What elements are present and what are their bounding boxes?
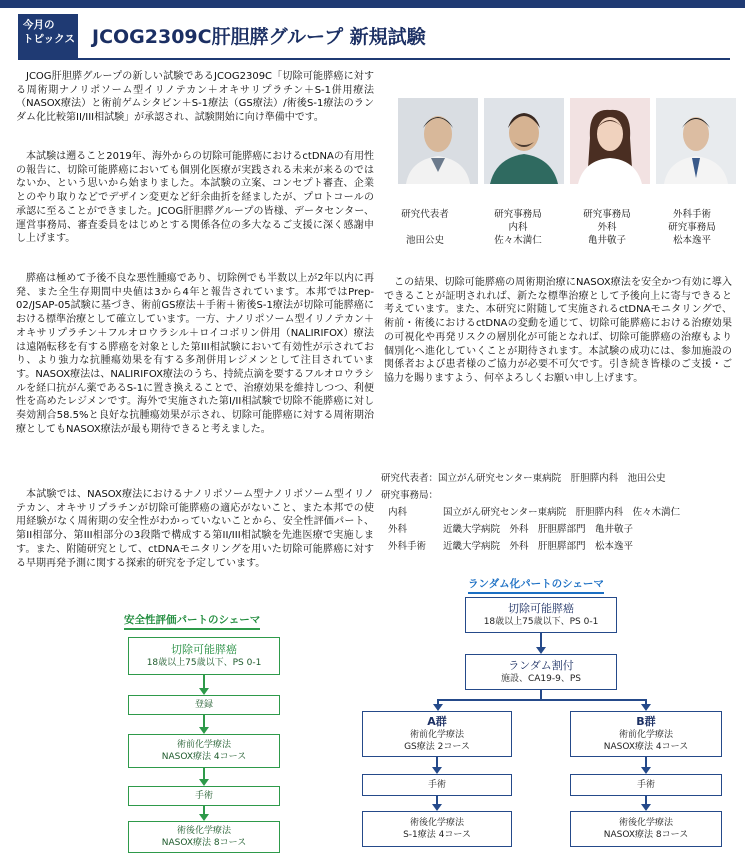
random-arrow-b [641,704,651,711]
arm-a-box-preop [362,711,512,757]
paragraph-3: 膵癌は極めて予後不良な悪性腫瘍であり、切除例でも半数以上が2年以内に再発、また全生存期間中央値は3から4年と報告されています。本邦ではPrep-02/JSAP-05試験に基づき、術前GS療法＋手術＋術後S-1療法が切除可能膵癌における標準治療として確立しています。一方、ナノリポソーム型イリノテカン＋オキサリプラチン＋フルオロウラシル＋ロイコボリン併用（NALIRIFOX）療法は遠隔転移を有する膵癌を対象とした第III相試験において有効性が示されており、より強力な抗腫瘍効果を有する多剤併用レジメンとして注目されています。NASOX療法は、NALIRIFOX療法のうち、持続点滴を要するフルオロウラシルを経口抗がん薬であるS-1に置き換えることで、治療効果を維持しつつ、利便性を高めたレジメンです。海外で実施された第I/II相試験で切除不能膵癌に対し奏効割合58.5%と良好な抗腫瘍効果が示され、切除可能膵癌に対する周術期治療としてもNASOX療法が最も期待できると考えました。 [16,273,374,435]
random-patient-main: 切除可能膵癌 [508,602,574,615]
arm-a-postop-l1: 術後化学療法 [409,818,464,828]
office-dept: 外科 [388,524,408,535]
arm-b-arrow-1 [641,767,651,774]
safety-postop-l2: NASOX療法 8コース [161,838,247,848]
arm-a-preop-l2: GS療法 2コース [404,742,470,752]
safety-preop-l1: 術前化学療法 [176,740,231,750]
badge-line1: 今月の [23,19,55,31]
study-info [381,472,680,554]
random-box-allocation [465,654,617,690]
caption-name: 佐々木満仁 [494,235,542,246]
random-allocation-sub: 施設、CA19-9、PS [500,674,581,684]
caption-role: 研究事務局 [494,209,542,220]
safety-surgery-label: 手術 [194,791,213,801]
safety-register-label: 登録 [194,700,213,710]
caption-sub: 研究事務局 [668,222,716,233]
office-value: 国立がん研究センター東病院 肝胆膵内科 佐々木満仁 [443,507,681,518]
caption-role: 研究代表者 [401,209,449,220]
badge-line2: トピックス [23,33,75,45]
caption-sub [385,221,465,234]
arm-a-preop-l1: 術前化学療法 [409,730,464,740]
safety-preop-l2: NASOX療法 4コース [161,752,247,762]
rep-label: 研究代表者： [381,473,439,484]
random-schema-title: ランダム化パートのシェーマ [468,576,604,594]
caption-name: 松本逸平 [672,235,711,246]
safety-box-preop [128,734,280,768]
arm-b-postop-l2: NASOX療法 8コース [603,830,689,840]
safety-arrow-4 [199,814,209,821]
safety-postop-l1: 術後化学療法 [176,826,231,836]
title-rule [18,58,730,60]
paragraph-5: この結果、切除可能膵癌の周術期治療にNASOX療法を安全かつ有効に導入できることが証明されれば、新たな標準治療として予後向上に寄与できると考えています。また、本研究に附随して実施されるctDNAモニタリングで、術前・術後におけるctDNAの変動を通じて、切除可能膵癌における治療効果の可視化や再発リスクの層別化が可能となれば、切除可能膵癌の治療もより個別化へ進化していくことが期待されます。本試験の成功には、参加施設の関係者および患者様のご協力が必要不可欠です。引き続き皆様のご支援・ご協力を賜りますよう、何卒よろしくお願い申し上げます。 [384,277,732,384]
office-row [381,506,680,520]
arm-b-box-surgery [570,774,722,796]
office-value: 近畿大学病院 外科 肝胆膵部門 亀井敬子 [443,524,634,535]
arm-b-preop-l1: 術前化学療法 [618,730,673,740]
caption-matsumoto [652,208,732,247]
arm-b-box-postop [570,811,722,847]
caption-sub: 内科 [508,222,528,233]
caption-sub: 外科 [597,222,617,233]
arm-b-surgery: 手術 [636,780,655,790]
arm-a-postop-l2: S-1療法 4コース [403,830,471,840]
arm-b-postop-l1: 術後化学療法 [618,818,673,828]
office-dept: 内科 [388,507,408,518]
arm-a-arrow-1 [432,767,442,774]
safety-schema-title: 安全性評価パートのシェーマ [124,612,260,630]
safety-box-postop [128,821,280,853]
office-row [381,540,680,554]
photo-kamei [570,98,650,184]
arm-a-box-postop [362,811,512,847]
random-line-horizontal [437,699,647,701]
random-arrow-a [433,704,443,711]
top-bar [0,0,745,8]
photo-sasaki [484,98,564,184]
caption-role: 外科手術 [672,209,711,220]
caption-role: 研究事務局 [583,209,631,220]
caption-kamei [567,208,647,247]
office-row [381,523,680,537]
caption-name: 亀井敬子 [587,235,626,246]
caption-sasaki [478,208,558,247]
safety-patient-sub: 18歳以上75歳以下、PS 0-1 [146,658,262,668]
safety-arrow-2 [199,727,209,734]
paragraph-1: JCOG肝胆膵グループの新しい試験であるJCOG2309C「切除可能膵癌に対する周術期ナノリポソーム型イリノテカン＋オキサリプラチン＋S-1併用療法（NASOX療法）と術前ゲムシタビン＋S-1療法（GS療法）/術後S-1療法のランダム化比較第II/III相試験」が承認され、試験開始に向け準備中です。 [16,71,375,124]
rep-line [381,472,680,486]
safety-patient-main: 切除可能膵癌 [171,643,237,656]
topics-badge [18,14,78,58]
paragraph-4: 本試験では、NASOX療法におけるナノリポソーム型ナノリポソーム型イリノテカン、オキサリプラチンが切除可能膵癌の適応がないこと、また本邦での使用経験がなく周術期の安全性がわかっていないことから、安全性評価パート、第II相部分、第III相部分の3段階で構成する第II/III相試験を先進医療で実施します。また、附随研究として、ctDNAモニタリングを用いた切除可能膵癌に対する早期再発予測に関する探索的研究を予定しています。 [16,489,374,569]
office-label: 研究事務局： [381,490,439,501]
arm-b-preop-l2: NASOX療法 4コース [603,742,689,752]
safety-box-register [128,695,280,715]
arm-a-box-surgery [362,774,512,796]
paragraph-2: 本試験は遡ること2019年、海外からの切除可能膵癌におけるctDNAの有用性の報告に、切除可能膵癌においても個別化医療が実践される未来が来るのではないか、という思いから始まりました。本試験の立案、コンセプト審査、企業とのやり取りなどでデザイン変更など紆余曲折を経ましたが、プロトコールの承認に至ることができました。JCOG肝胆膵グループの皆様、データセンター、運営事務局、審査委員をはじめとする関係各位の多大なるご支援に深く感謝申し上げます。 [16,151,374,245]
random-box-patient [465,597,617,633]
arm-a-arrow-2 [432,804,442,811]
random-patient-sub: 18歳以上75歳以下、PS 0-1 [483,617,599,627]
random-allocation-main: ランダム割付 [508,659,574,672]
arm-b-box-preop [570,711,722,757]
office-value: 近畿大学病院 外科 肝胆膵部門 松本逸平 [443,541,634,552]
page-title: JCOG2309C肝胆膵グループ 新規試験 [92,26,426,48]
safety-arrow-3 [199,779,209,786]
photo-ikeda [398,98,478,184]
random-arrow-1 [536,647,546,654]
arm-b-arrow-2 [641,804,651,811]
arm-a-name: A群 [427,715,447,728]
arm-b-name: B群 [636,715,656,728]
photo-matsumoto [656,98,736,184]
safety-box-surgery [128,786,280,806]
rep-value: 国立がん研究センター東病院 肝胆膵内科 池田公史 [438,473,666,484]
safety-box-patient [128,637,280,675]
office-dept: 外科手術 [388,541,427,552]
caption-ikeda [385,208,465,247]
caption-name: 池田公史 [405,235,444,246]
safety-arrow-1 [199,688,209,695]
arm-a-surgery: 手術 [427,780,446,790]
